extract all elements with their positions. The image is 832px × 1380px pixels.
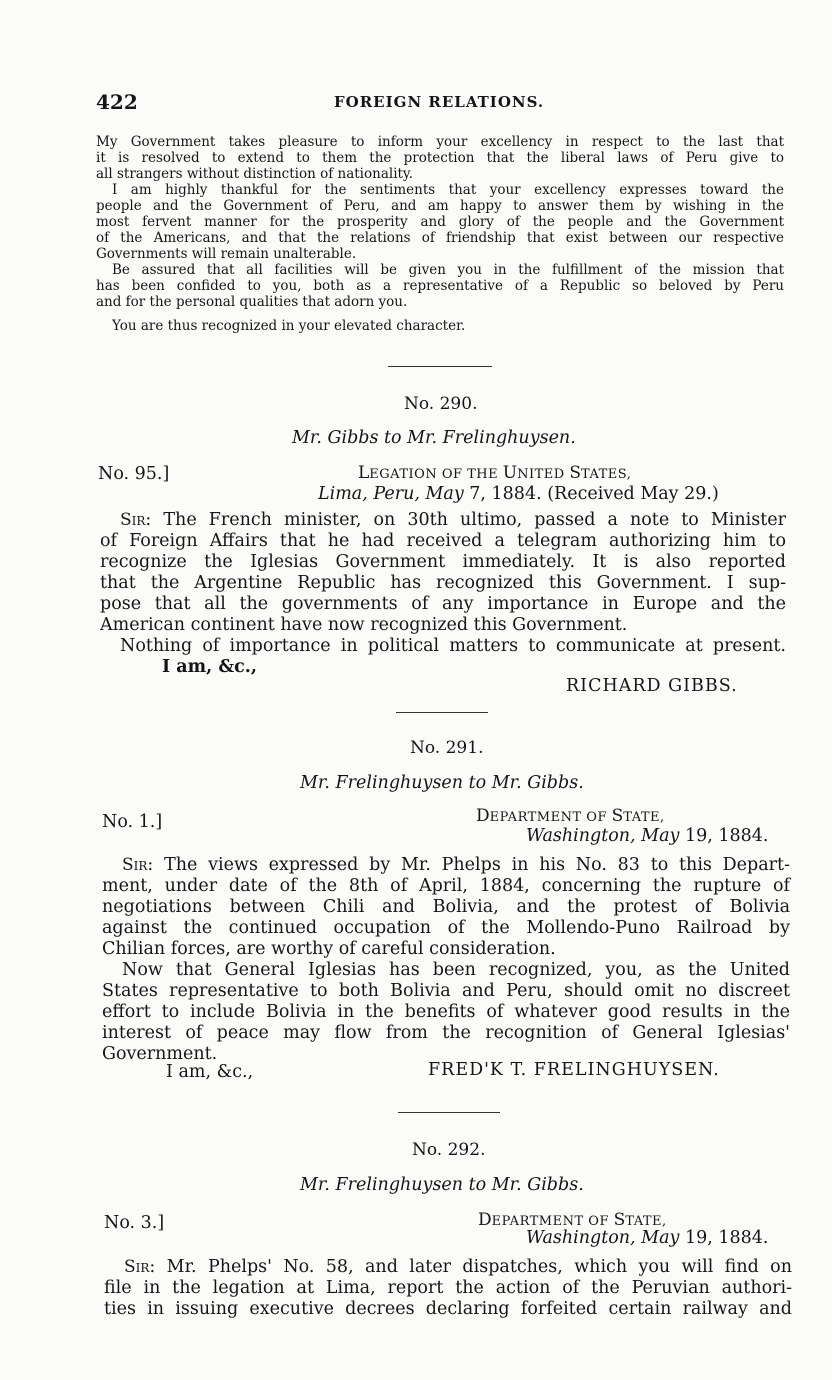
- closing: I am, &c.,: [162, 657, 257, 677]
- intro-line: Governments will remain unalterable.: [96, 246, 357, 262]
- section-divider: [396, 712, 488, 713]
- signature: FRED'K T. FRELINGHUYSEN.: [428, 1060, 720, 1080]
- body-line: ties in issuing executive decrees declaring forfeited certain railway and: [104, 1299, 792, 1319]
- body-line: effort to include Bolivia in the benefits of whatever good results in the: [102, 1002, 790, 1022]
- intro-line: and for the personal qualities that adorn you.: [96, 294, 408, 310]
- intro-line: of the Americans, and that the relations of friendship that exist between our respective: [96, 230, 784, 246]
- intro-line: Be assured that all facilities will be given you in the fulfillment of the mission that: [112, 262, 784, 278]
- signature: RICHARD GIBBS.: [566, 676, 738, 696]
- body-line: Chilian forces, are worthy of careful consideration.: [102, 939, 556, 959]
- body-line: that the Argentine Republic has recognized this Government. I sup-: [100, 573, 786, 593]
- dispatch-reference: No. 3.]: [104, 1213, 165, 1233]
- document-title: Mr. Frelinghuysen to Mr. Gibbs.: [300, 773, 584, 793]
- intro-line: all strangers without distinction of nationality.: [96, 166, 414, 182]
- dispatch-date: Lima, Peru, May 7, 1884. (Received May 29.): [318, 484, 719, 504]
- body-line: States representative to both Bolivia and Peru, should omit no discreet: [102, 981, 790, 1001]
- section-divider: [398, 1112, 500, 1113]
- body-line: Nothing of importance in political matters to communicate at present.: [120, 636, 786, 656]
- body-line: pose that all the governments of any importance in Europe and the: [100, 594, 786, 614]
- intro-line: You are thus recognized in your elevated character.: [112, 318, 466, 334]
- sender-office: DEPARTMENT OF STATE,: [478, 1210, 667, 1230]
- body-line: interest of peace may flow from the recognition of General Iglesias': [102, 1023, 790, 1043]
- document-number: No. 292.: [412, 1140, 486, 1160]
- body-line: Government.: [102, 1044, 218, 1064]
- page-number: 422: [96, 90, 138, 114]
- dispatch-date: Washington, May 19, 1884.: [526, 1228, 769, 1248]
- running-title: FOREIGN RELATIONS.: [334, 93, 545, 111]
- body-line: recognize the Iglesias Government immediately. It is also reported: [100, 552, 786, 572]
- body-line: Now that General Iglesias has been recognized, you, as the United: [122, 960, 790, 980]
- body-line: Sir: The French minister, on 30th ultimo, passed a note to Minister: [120, 510, 786, 530]
- intro-line: My Government takes pleasure to inform your excellency in respect to the last that: [96, 134, 784, 150]
- document-number: No. 290.: [404, 394, 478, 414]
- document-number: No. 291.: [410, 738, 484, 758]
- body-line: ment, under date of the 8th of April, 1884, concerning the rupture of: [102, 876, 790, 896]
- dispatch-reference: No. 1.]: [102, 812, 163, 832]
- dispatch-date: Washington, May 19, 1884.: [526, 826, 769, 846]
- body-line: negotiations between Chili and Bolivia, and the protest of Bolivia: [102, 897, 790, 917]
- document-title: Mr. Gibbs to Mr. Frelinghuysen.: [292, 428, 576, 448]
- sender-office: LEGATION OF THE UNITED STATES,: [358, 463, 632, 483]
- body-line: Sir: Mr. Phelps' No. 58, and later dispatches, which you will find on: [124, 1257, 792, 1277]
- dispatch-reference: No. 95.]: [98, 464, 170, 484]
- intro-line: I am highly thankful for the sentiments that your excellency expresses toward the: [112, 182, 784, 198]
- body-line: American continent have now recognized this Government.: [100, 615, 628, 635]
- intro-line: it is resolved to extend to them the protection that the liberal laws of Peru give to: [96, 150, 784, 166]
- intro-line: most fervent manner for the prosperity and glory of the people and the Government: [96, 214, 784, 230]
- document-title: Mr. Frelinghuysen to Mr. Gibbs.: [300, 1175, 584, 1195]
- section-divider: [388, 366, 492, 367]
- body-line: file in the legation at Lima, report the action of the Peruvian authori-: [104, 1278, 792, 1298]
- intro-line: has been confided to you, both as a representative of a Republic so beloved by Peru: [96, 278, 784, 294]
- body-line: against the continued occupation of the Mollendo-Puno Railroad by: [102, 918, 790, 938]
- sender-office: DEPARTMENT OF STATE,: [476, 806, 665, 826]
- body-line: Sir: The views expressed by Mr. Phelps in his No. 83 to this Depart-: [122, 855, 790, 875]
- closing: I am, &c.,: [166, 1062, 254, 1082]
- intro-line: people and the Government of Peru, and am happy to answer them by wishing in the: [96, 198, 784, 214]
- body-line: of Foreign Affairs that he had received a telegram authorizing him to: [100, 531, 786, 551]
